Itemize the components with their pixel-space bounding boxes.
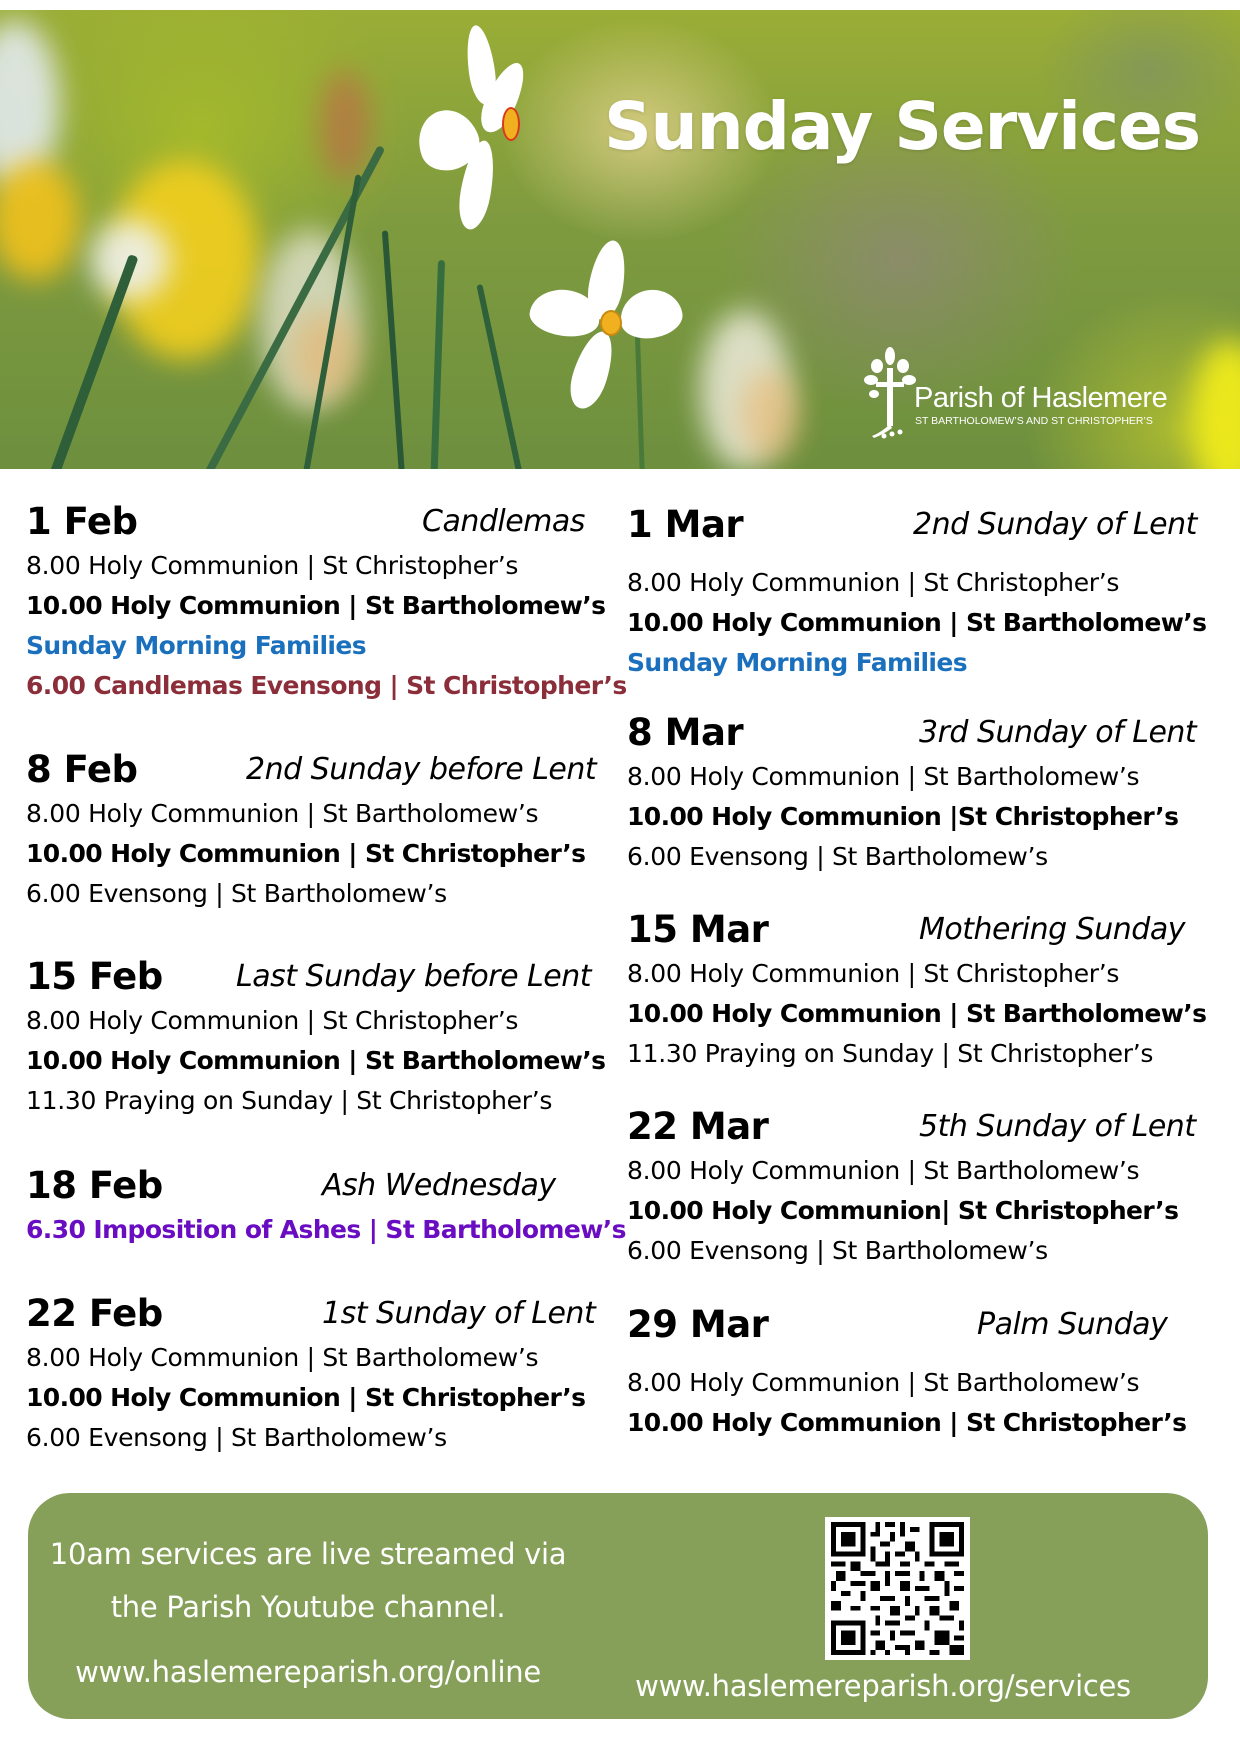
service-line: 10.00 Holy Communion | St Bartholomew’s bbox=[627, 999, 1207, 1028]
occasion: 2nd Sunday before Lent bbox=[246, 752, 597, 787]
date: 15 Mar bbox=[627, 908, 769, 951]
service-line: Sunday Morning Families bbox=[627, 648, 968, 677]
service-line: 8.00 Holy Communion | St Christopher’s bbox=[627, 568, 1120, 597]
service-line: 8.00 Holy Communion | St Bartholomew’s bbox=[26, 799, 539, 828]
day-22-mar bbox=[627, 1103, 1207, 1271]
date: 22 Feb bbox=[26, 1292, 163, 1335]
day-8-feb bbox=[26, 746, 606, 914]
services-link[interactable]: www.haslemereparish.org/services bbox=[635, 1669, 1131, 1703]
service-line: Sunday Morning Families bbox=[26, 631, 367, 660]
service-line: 10.00 Holy Communion| St Christopher’s bbox=[627, 1196, 1179, 1225]
tree-cross-icon bbox=[862, 344, 918, 440]
date: 1 Mar bbox=[627, 503, 744, 546]
service-line: 11.30 Praying on Sunday | St Christopher’s bbox=[627, 1039, 1154, 1068]
date: 8 Mar bbox=[627, 711, 744, 754]
date: 29 Mar bbox=[627, 1303, 769, 1346]
day-15-mar bbox=[627, 906, 1207, 1074]
day-29-mar bbox=[627, 1301, 1207, 1443]
occasion: Palm Sunday bbox=[977, 1307, 1168, 1342]
service-line: 10.00 Holy Communion | St Bartholomew’s bbox=[26, 1046, 606, 1075]
parish-logo bbox=[862, 344, 1192, 444]
service-line: 10.00 Holy Communion | St Christopher’s bbox=[26, 1383, 586, 1412]
service-line: 10.00 Holy Communion | St Bartholomew’s bbox=[26, 591, 606, 620]
occasion: 2nd Sunday of Lent bbox=[913, 507, 1197, 542]
service-line: 10.00 Holy Communion | St Christopher’s bbox=[627, 1408, 1187, 1437]
service-line: 8.00 Holy Communion | St Bartholomew’s bbox=[627, 762, 1140, 791]
qr-code-icon[interactable] bbox=[825, 1517, 970, 1660]
service-line: 6.00 Evensong | St Bartholomew’s bbox=[26, 879, 447, 908]
livestream-text-line-1: 10am services are live streamed via bbox=[49, 1537, 567, 1571]
service-line: 10.00 Holy Communion | St Christopher’s bbox=[26, 839, 586, 868]
date: 22 Mar bbox=[627, 1105, 769, 1148]
occasion: 5th Sunday of Lent bbox=[919, 1109, 1196, 1144]
day-1-feb bbox=[26, 498, 627, 706]
online-link[interactable]: www.haslemereparish.org/online bbox=[75, 1655, 541, 1689]
occasion: Candlemas bbox=[422, 504, 585, 539]
service-line: 10.00 Holy Communion | St Bartholomew’s bbox=[627, 608, 1207, 637]
date: 18 Feb bbox=[26, 1164, 163, 1207]
logo-subtitle: ST BARTHOLOMEW’S AND ST CHRISTOPHER’S bbox=[915, 415, 1153, 427]
hero-image bbox=[0, 10, 1240, 469]
logo-name: Parish of Haslemere bbox=[914, 382, 1168, 414]
service-line: 11.30 Praying on Sunday | St Christopher’s bbox=[26, 1086, 553, 1115]
occasion: 3rd Sunday of Lent bbox=[919, 715, 1197, 750]
service-line: 6.00 Candlemas Evensong | St Christopher’s bbox=[26, 671, 627, 700]
date: 15 Feb bbox=[26, 955, 163, 998]
service-line: 8.00 Holy Communion | St Christopher’s bbox=[26, 551, 519, 580]
day-1-mar bbox=[627, 501, 1207, 683]
service-line: 6.00 Evensong | St Bartholomew’s bbox=[627, 1236, 1048, 1265]
day-8-mar bbox=[627, 709, 1207, 877]
service-line: 8.00 Holy Communion | St Christopher’s bbox=[26, 1006, 519, 1035]
service-line: 8.00 Holy Communion | St Bartholomew’s bbox=[627, 1156, 1140, 1185]
livestream-banner bbox=[28, 1493, 1208, 1719]
day-18-feb bbox=[26, 1162, 626, 1250]
date: 1 Feb bbox=[26, 500, 138, 543]
service-line: 6.00 Evensong | St Bartholomew’s bbox=[26, 1423, 447, 1452]
livestream-text-line-2: the Parish Youtube channel. bbox=[110, 1590, 506, 1624]
occasion: 1st Sunday of Lent bbox=[322, 1296, 596, 1331]
occasion: Mothering Sunday bbox=[919, 912, 1185, 947]
occasion: Ash Wednesday bbox=[322, 1168, 556, 1203]
page-title: Sunday Services bbox=[604, 88, 1200, 165]
date: 8 Feb bbox=[26, 748, 138, 791]
occasion: Last Sunday before Lent bbox=[236, 959, 592, 994]
service-line: 8.00 Holy Communion | St Christopher’s bbox=[627, 959, 1120, 988]
service-line: 8.00 Holy Communion | St Bartholomew’s bbox=[26, 1343, 539, 1372]
day-22-feb bbox=[26, 1290, 606, 1458]
day-15-feb bbox=[26, 953, 606, 1121]
service-line: 6.00 Evensong | St Bartholomew’s bbox=[627, 842, 1048, 871]
service-line: 6.30 Imposition of Ashes | St Bartholomew’s bbox=[26, 1215, 626, 1244]
service-line: 10.00 Holy Communion |St Christopher’s bbox=[627, 802, 1179, 831]
service-line: 8.00 Holy Communion | St Bartholomew’s bbox=[627, 1368, 1140, 1397]
